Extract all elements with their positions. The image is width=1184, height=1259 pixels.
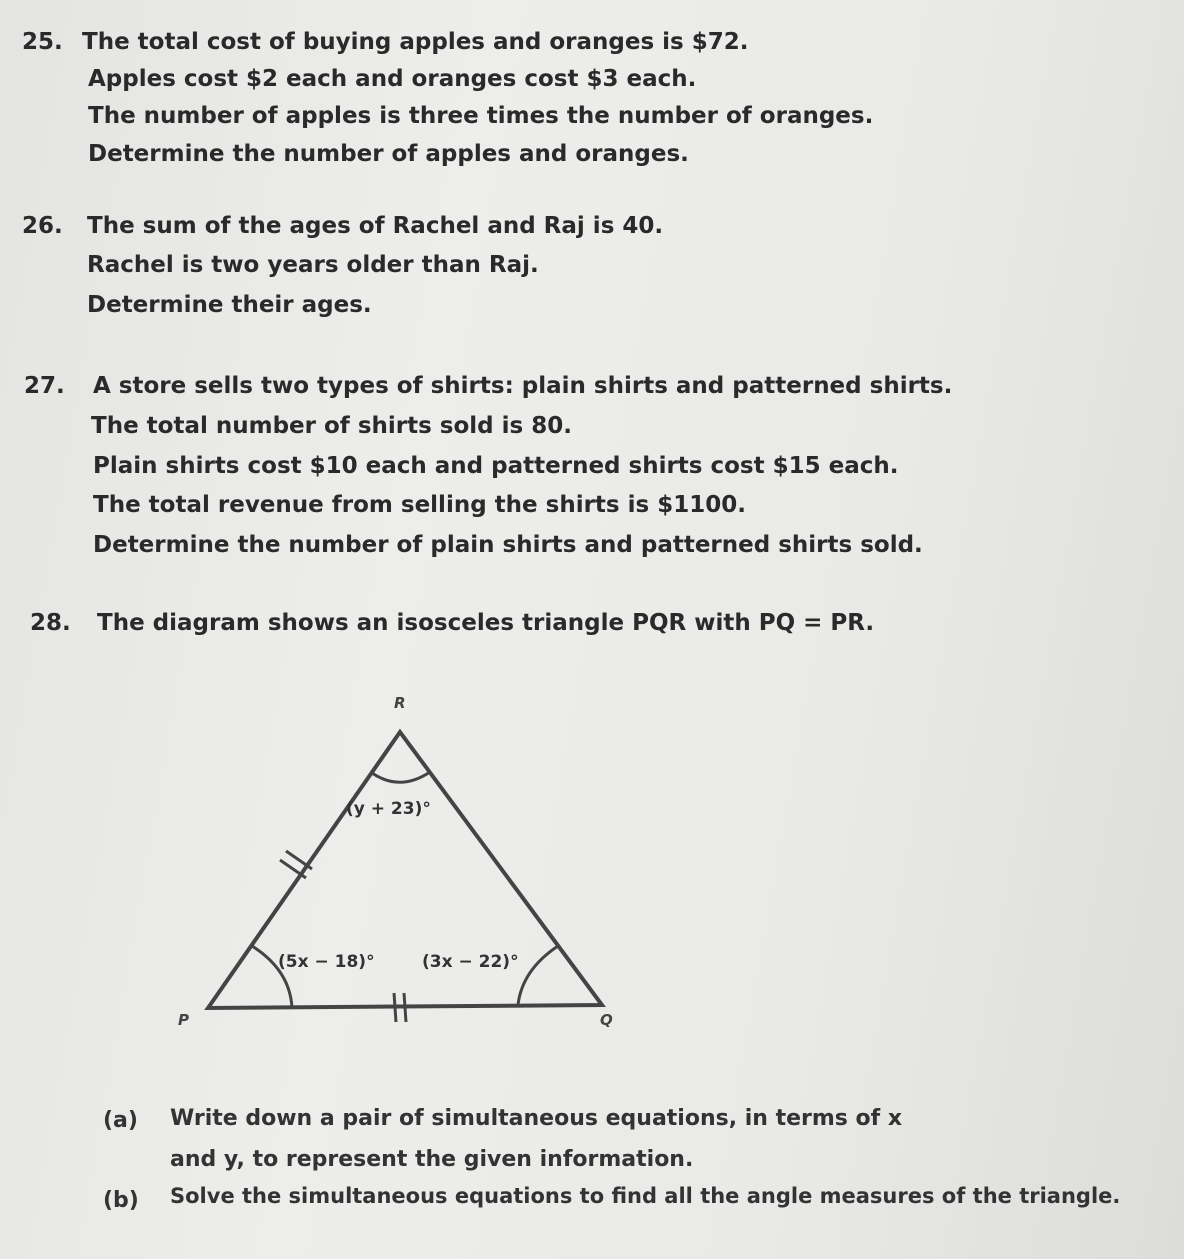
vertex-label-q: Q	[600, 1011, 613, 1029]
part-text-line: Write down a pair of simultaneous equations, in terms of x	[170, 1106, 903, 1131]
triangle-pqr	[208, 732, 602, 1008]
question-text-line: A store sells two types of shirts: plain shirts and patterned shirts.	[93, 373, 953, 399]
angle-arc-r	[372, 772, 430, 782]
angle-label-r: (y + 23)°	[346, 799, 431, 819]
question-text-line: Plain shirts cost $10 each and patterned shirts cost $15 each.	[93, 453, 899, 479]
part-label: (a)	[103, 1108, 138, 1133]
part-text-line: and y, to represent the given information.	[170, 1147, 694, 1172]
angle-label-p: (5x − 18)°	[278, 952, 375, 972]
question-text-line: The total revenue from selling the shirts is $1100.	[93, 492, 746, 518]
question-text-line: The diagram shows an isosceles triangle PQR with PQ = PR.	[97, 610, 875, 636]
question-number: 27.	[24, 373, 65, 399]
question-text-line: The number of apples is three times the number of oranges.	[88, 103, 874, 129]
question-text-line: Determine their ages.	[87, 292, 372, 318]
question-text-line: The total number of shirts sold is 80.	[91, 413, 572, 439]
question-text-line: Determine the number of apples and oranges.	[88, 141, 689, 167]
vertex-label-r: R	[394, 694, 406, 712]
part-text-line: Solve the simultaneous equations to find all the angle measures of the triangle.	[170, 1184, 1121, 1208]
angle-label-q: (3x − 22)°	[422, 952, 519, 972]
question-number: 28.	[30, 610, 71, 636]
angle-arc-q	[518, 946, 558, 1005]
question-text-line: Rachel is two years older than Raj.	[87, 252, 539, 278]
question-text-line: Determine the number of plain shirts and patterned shirts sold.	[93, 532, 923, 558]
question-number: 25.	[22, 29, 63, 55]
isosceles-triangle-diagram	[160, 680, 640, 1040]
tick-marks-pr	[280, 851, 312, 878]
question-text-line: Apples cost $2 each and oranges cost $3 each.	[88, 66, 697, 92]
question-text-line: The total cost of buying apples and oranges is $72.	[82, 29, 749, 55]
question-text-line: The sum of the ages of Rachel and Raj is 40.	[87, 213, 664, 239]
part-label: (b)	[103, 1188, 139, 1213]
question-number: 26.	[22, 213, 63, 239]
vertex-label-p: P	[178, 1011, 189, 1029]
